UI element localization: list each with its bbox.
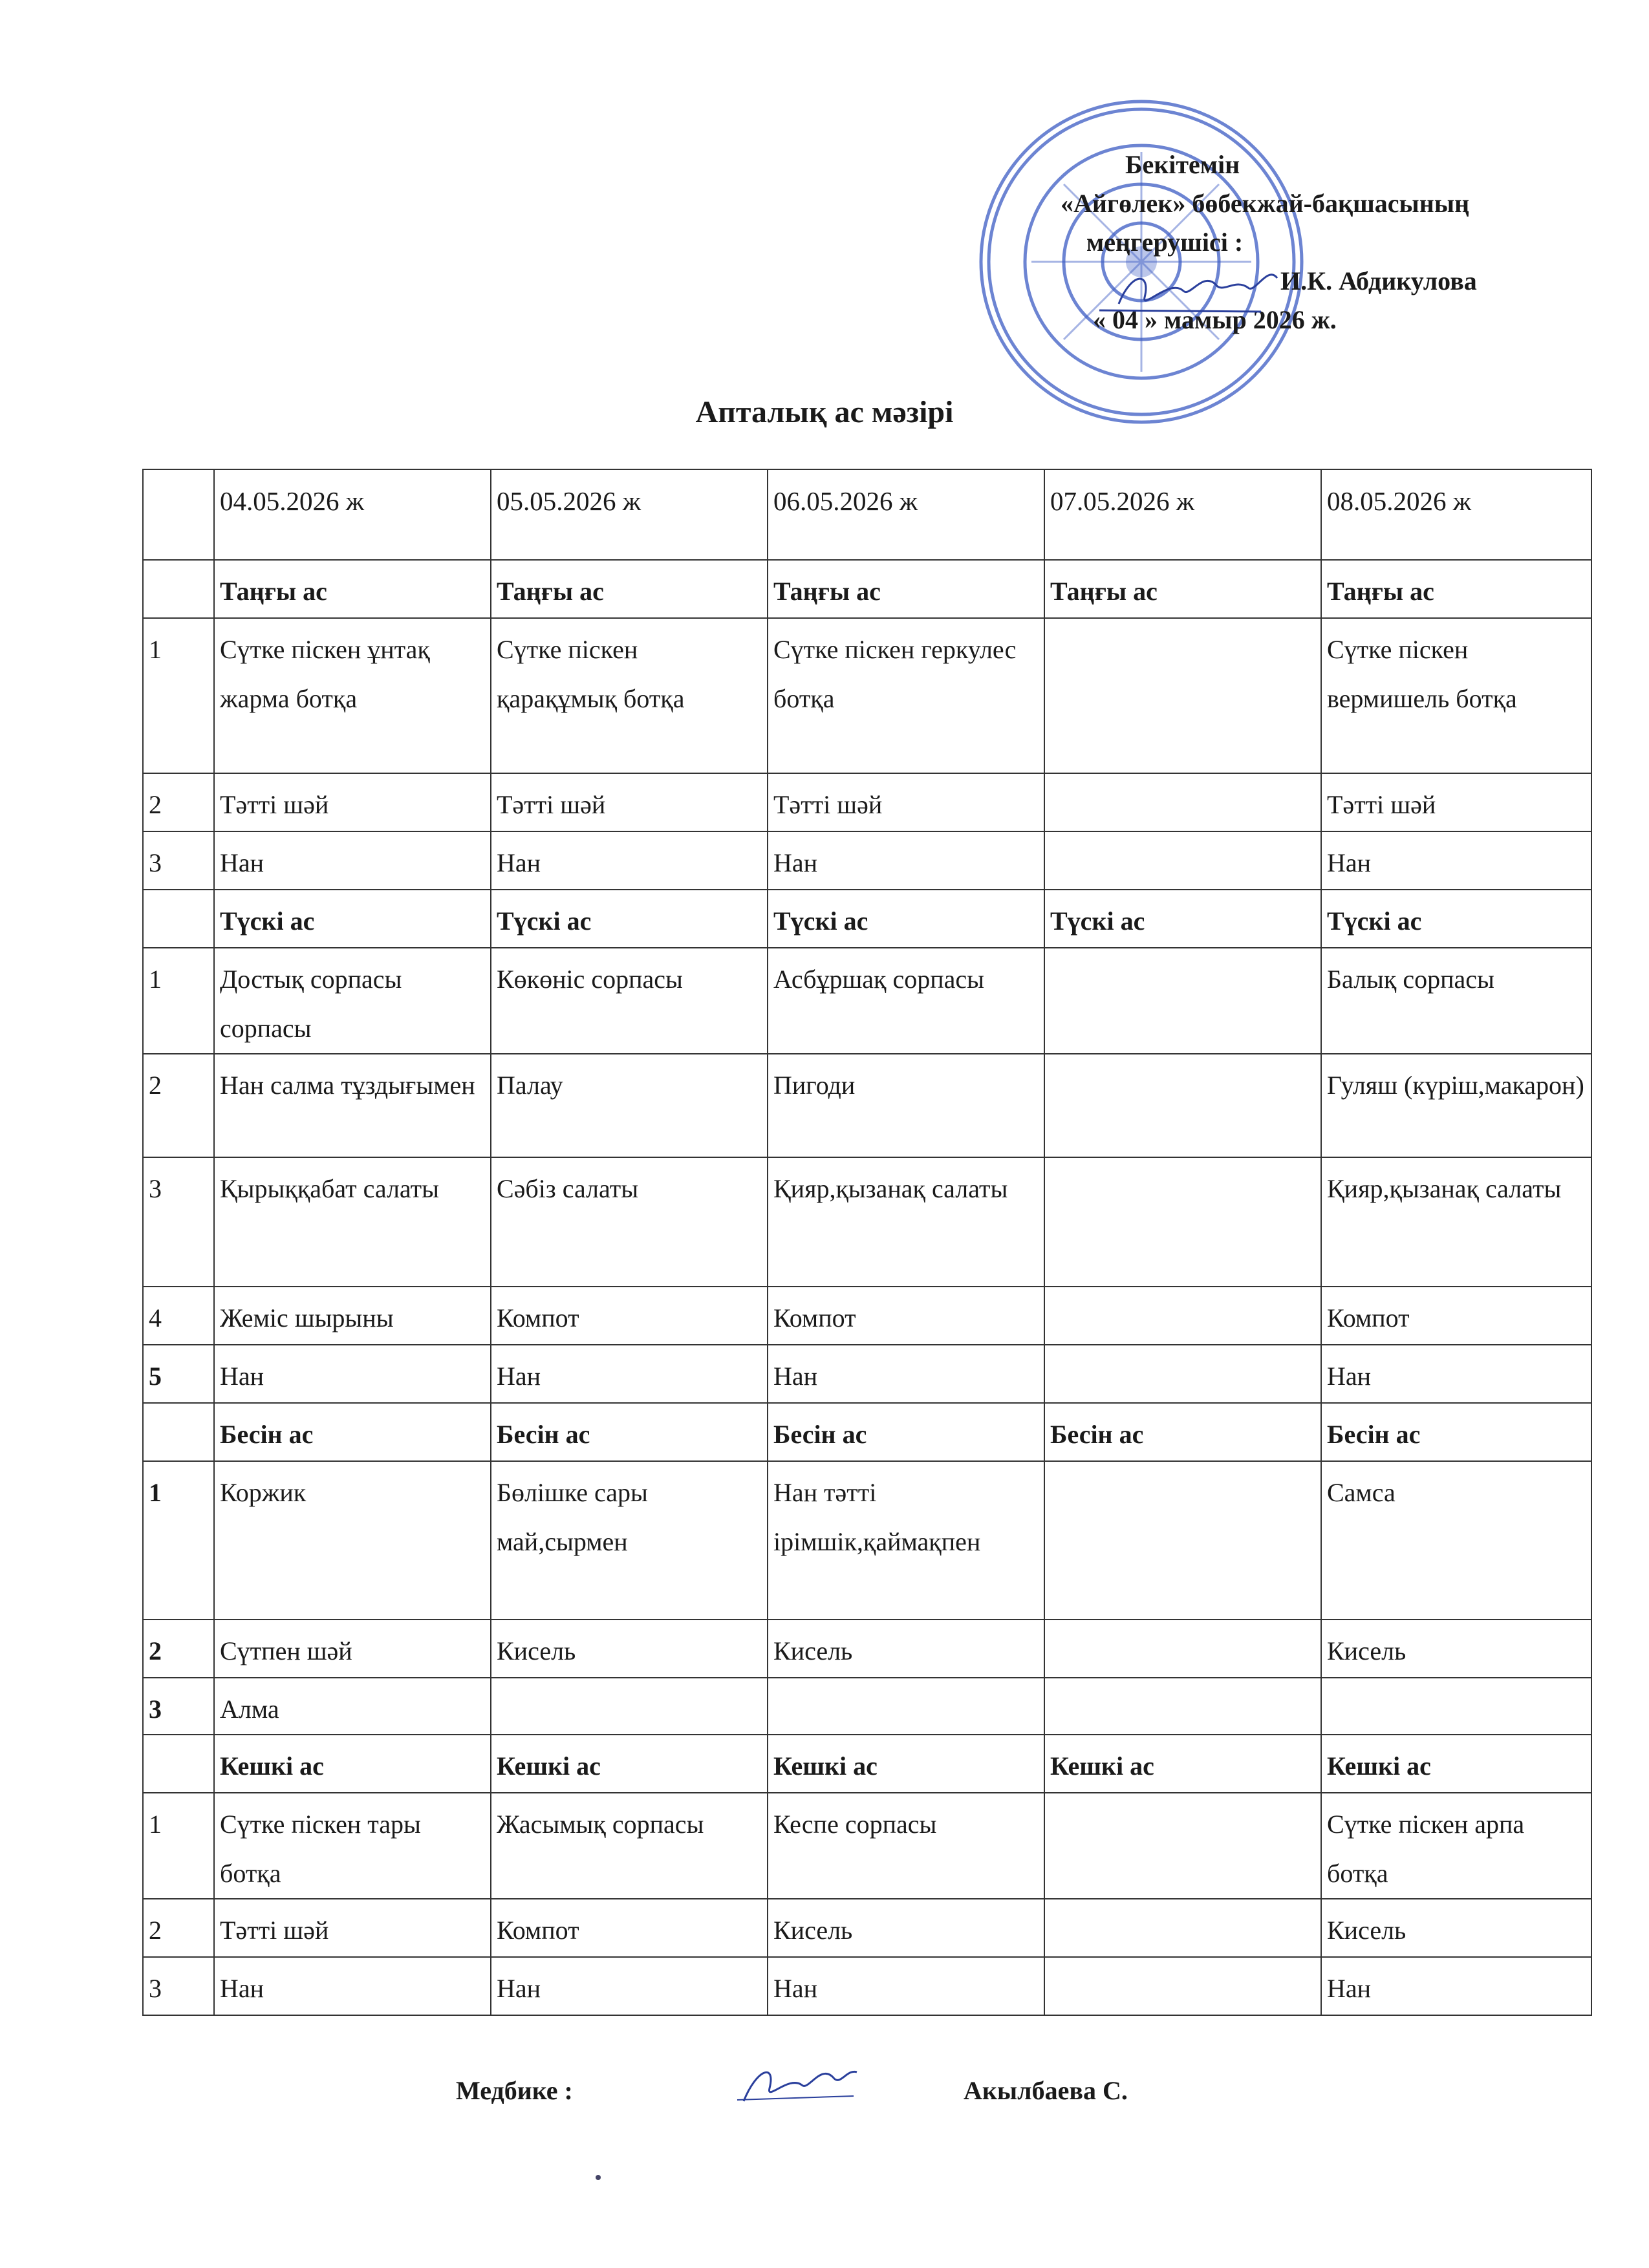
- dish-cell: Достық сорпасы сорпасы: [214, 948, 491, 1054]
- dish-cell: Қияр,қызанақ салаты: [1321, 1157, 1591, 1287]
- dish-number: 2: [143, 1620, 214, 1678]
- dish-number: 2: [143, 773, 214, 831]
- dish-cell: Көкөніс сорпасы: [491, 948, 768, 1054]
- dish-number: 3: [143, 831, 214, 890]
- dish-cell: Нан салма тұздығымен: [214, 1054, 491, 1157]
- dish-cell: Нан: [214, 831, 491, 890]
- dish-cell: Нан: [1321, 1957, 1591, 2015]
- meal-section-heading: Кешкі ас: [491, 1735, 768, 1793]
- meal-section-heading: Таңғы ас: [491, 560, 768, 618]
- meal-section-heading: Кешкі ас: [1044, 1735, 1321, 1793]
- dish-row: [143, 831, 1591, 890]
- dish-cell: Нан: [491, 831, 768, 890]
- dish-cell: Сүтпен шәй: [214, 1620, 491, 1678]
- meal-section-row: [143, 1403, 1591, 1461]
- meal-section-heading: Кешкі ас: [214, 1735, 491, 1793]
- page-title: Апталық ас мәзірі: [695, 395, 954, 429]
- nurse-name: Акылбаева С.: [964, 2076, 1128, 2105]
- meal-section-heading: Түскі ас: [214, 890, 491, 948]
- dish-row: [143, 1957, 1591, 2015]
- section-number-cell: [143, 1735, 214, 1793]
- dish-cell: Алма: [214, 1678, 491, 1735]
- scan-speck: [596, 2175, 601, 2180]
- dish-cell: [1044, 1054, 1321, 1157]
- date-header-cell: 07.05.2026 ж: [1044, 469, 1321, 560]
- director-signature: [1093, 259, 1287, 323]
- dish-number: 5: [143, 1345, 214, 1403]
- date-header-cell: 05.05.2026 ж: [491, 469, 768, 560]
- meal-section-heading: Түскі ас: [768, 890, 1044, 948]
- dish-cell: Нан: [214, 1345, 491, 1403]
- meal-section-row: [143, 890, 1591, 948]
- meal-section-heading: Таңғы ас: [1044, 560, 1321, 618]
- dish-cell: Тәтті шәй: [768, 773, 1044, 831]
- approval-date: « 04 » мамыр 2026 ж.: [1093, 305, 1337, 334]
- dish-cell: Сүтке піскен арпа ботқа: [1321, 1793, 1591, 1899]
- dish-cell: [491, 1678, 768, 1735]
- dish-number: 3: [143, 1678, 214, 1735]
- dish-cell: Кисель: [491, 1620, 768, 1678]
- date-header-cell: 08.05.2026 ж: [1321, 469, 1591, 560]
- dish-cell: [1044, 1620, 1321, 1678]
- nurse-label: Медбике :: [456, 2076, 573, 2105]
- dish-row: [143, 1345, 1591, 1403]
- dish-cell: Нан тәтті ірімшік,қаймақпен: [768, 1461, 1044, 1620]
- dish-row: [143, 1899, 1591, 1957]
- corner-cell: [143, 469, 214, 560]
- dish-cell: Компот: [491, 1899, 768, 1957]
- weekly-menu-table: [142, 469, 1592, 2016]
- dish-cell: Компот: [768, 1287, 1044, 1345]
- dish-row: [143, 1678, 1591, 1735]
- date-header-row: [143, 469, 1591, 560]
- meal-section-heading: Таңғы ас: [214, 560, 491, 618]
- dish-cell: [1044, 773, 1321, 831]
- dish-cell: Балық сорпасы: [1321, 948, 1591, 1054]
- dish-cell: Компот: [1321, 1287, 1591, 1345]
- dish-number: 1: [143, 618, 214, 773]
- dish-number: 2: [143, 1899, 214, 1957]
- meal-section-heading: Кешкі ас: [768, 1735, 1044, 1793]
- approval-heading: Бекітемін: [1125, 150, 1240, 179]
- dish-cell: [1044, 1461, 1321, 1620]
- meal-section-heading: Таңғы ас: [1321, 560, 1591, 618]
- dish-row: [143, 1461, 1591, 1620]
- meal-section-heading: Түскі ас: [1044, 890, 1321, 948]
- dish-cell: Пигоди: [768, 1054, 1044, 1157]
- dish-cell: Гуляш (күріш,макарон): [1321, 1054, 1591, 1157]
- dish-row: [143, 948, 1591, 1054]
- dish-cell: [768, 1678, 1044, 1735]
- dish-cell: Тәтті шәй: [214, 773, 491, 831]
- dish-cell: [1044, 1957, 1321, 2015]
- dish-row: [143, 1620, 1591, 1678]
- meal-section-heading: Бесін ас: [768, 1403, 1044, 1461]
- dish-cell: Жасымық сорпасы: [491, 1793, 768, 1899]
- meal-section-heading: Бесін ас: [1321, 1403, 1591, 1461]
- dish-cell: Сүтке піскен қарақұмық ботқа: [491, 618, 768, 773]
- meal-section-row: [143, 1735, 1591, 1793]
- dish-cell: [1044, 1287, 1321, 1345]
- dish-cell: Тәтті шәй: [1321, 773, 1591, 831]
- dish-cell: Асбұршақ сорпасы: [768, 948, 1044, 1054]
- dish-cell: Кисель: [768, 1899, 1044, 1957]
- dish-number: 4: [143, 1287, 214, 1345]
- dish-cell: Сүтке піскен тары ботқа: [214, 1793, 491, 1899]
- meal-section-heading: Таңғы ас: [768, 560, 1044, 618]
- approval-director-name: И.К. Абдикулова: [1280, 266, 1477, 295]
- approval-organization: «Айгөлек» бөбекжай-бақшасының: [1061, 189, 1470, 218]
- dish-cell: [1044, 1899, 1321, 1957]
- dish-cell: Қияр,қызанақ салаты: [768, 1157, 1044, 1287]
- dish-cell: [1044, 1157, 1321, 1287]
- dish-cell: Қырыққабат салаты: [214, 1157, 491, 1287]
- dish-cell: Нан: [491, 1345, 768, 1403]
- dish-cell: Нан: [768, 1957, 1044, 2015]
- dish-cell: [1044, 1678, 1321, 1735]
- dish-cell: [1044, 831, 1321, 890]
- dish-cell: Нан: [1321, 1345, 1591, 1403]
- dish-cell: Палау: [491, 1054, 768, 1157]
- dish-number: 1: [143, 948, 214, 1054]
- nurse-signature: [731, 2049, 860, 2121]
- dish-row: [143, 1054, 1591, 1157]
- dish-cell: Нан: [768, 831, 1044, 890]
- dish-cell: Жеміс шырыны: [214, 1287, 491, 1345]
- meal-section-row: [143, 560, 1591, 618]
- dish-cell: [1044, 1345, 1321, 1403]
- dish-cell: [1044, 1793, 1321, 1899]
- dish-row: [143, 618, 1591, 773]
- dish-cell: Самса: [1321, 1461, 1591, 1620]
- dish-row: [143, 773, 1591, 831]
- dish-cell: Нан: [491, 1957, 768, 2015]
- dish-cell: Сүтке піскен вермишель ботқа: [1321, 618, 1591, 773]
- dish-cell: Компот: [491, 1287, 768, 1345]
- dish-number: 1: [143, 1793, 214, 1899]
- dish-cell: Кисель: [1321, 1620, 1591, 1678]
- dish-row: [143, 1287, 1591, 1345]
- dish-cell: Сәбіз салаты: [491, 1157, 768, 1287]
- dish-cell: Кисель: [768, 1620, 1044, 1678]
- section-number-cell: [143, 1403, 214, 1461]
- section-number-cell: [143, 560, 214, 618]
- dish-cell: Нан: [214, 1957, 491, 2015]
- meal-section-heading: Кешкі ас: [1321, 1735, 1591, 1793]
- dish-cell: Нан: [1321, 831, 1591, 890]
- dish-cell: Тәтті шәй: [214, 1899, 491, 1957]
- dish-number: 3: [143, 1957, 214, 2015]
- dish-cell: [1321, 1678, 1591, 1735]
- meal-section-heading: Бесін ас: [214, 1403, 491, 1461]
- meal-section-heading: Түскі ас: [491, 890, 768, 948]
- dish-cell: [1044, 948, 1321, 1054]
- meal-section-heading: Түскі ас: [1321, 890, 1591, 948]
- dish-cell: Кисель: [1321, 1899, 1591, 1957]
- dish-cell: Коржик: [214, 1461, 491, 1620]
- dish-row: [143, 1157, 1591, 1287]
- dish-number: 1: [143, 1461, 214, 1620]
- dish-cell: Сүтке піскен ұнтақ жарма ботқа: [214, 618, 491, 773]
- approval-position: меңгерушісі :: [1086, 228, 1244, 257]
- dish-cell: Нан: [768, 1345, 1044, 1403]
- dish-cell: Бөлішке сары май,сырмен: [491, 1461, 768, 1620]
- dish-number: 2: [143, 1054, 214, 1157]
- date-header-cell: 04.05.2026 ж: [214, 469, 491, 560]
- section-number-cell: [143, 890, 214, 948]
- dish-cell: Тәтті шәй: [491, 773, 768, 831]
- date-header-cell: 06.05.2026 ж: [768, 469, 1044, 560]
- dish-cell: [1044, 618, 1321, 773]
- dish-cell: Кеспе сорпасы: [768, 1793, 1044, 1899]
- dish-number: 3: [143, 1157, 214, 1287]
- meal-section-heading: Бесін ас: [491, 1403, 768, 1461]
- dish-cell: Сүтке піскен геркулес ботқа: [768, 618, 1044, 773]
- meal-section-heading: Бесін ас: [1044, 1403, 1321, 1461]
- dish-row: [143, 1793, 1591, 1899]
